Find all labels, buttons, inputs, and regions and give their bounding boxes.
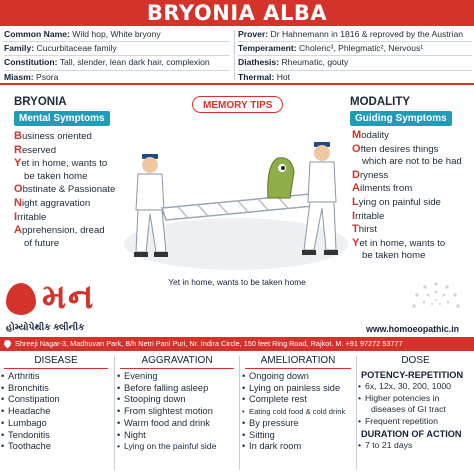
list-item bbox=[352, 237, 462, 251]
list-item: • Night bbox=[116, 430, 238, 442]
list-item: • Frequent repetition bbox=[357, 416, 474, 428]
info-row bbox=[4, 56, 230, 70]
info-row bbox=[4, 28, 230, 42]
info-key: Constitution: bbox=[4, 57, 58, 68]
list-item: • By pressure bbox=[241, 418, 355, 430]
list-item: • Headache bbox=[0, 406, 112, 418]
list-item: • Eating cold food & cold drink bbox=[241, 406, 355, 418]
mnemonic-text: ying on painful side bbox=[358, 196, 441, 208]
list-item bbox=[352, 129, 462, 143]
dose-column bbox=[357, 354, 474, 473]
list-item bbox=[352, 143, 462, 157]
mnemonic-letter: B bbox=[14, 130, 22, 142]
list-item bbox=[352, 223, 462, 237]
list-item bbox=[14, 211, 115, 225]
address-bar bbox=[0, 337, 474, 351]
info-key: Temperament: bbox=[238, 43, 297, 54]
info-key: Common Name: bbox=[4, 29, 70, 39]
duration-heading: DURATION OF ACTION bbox=[361, 428, 462, 439]
aggravation-column bbox=[116, 354, 238, 473]
mnemonic-letter: D bbox=[352, 168, 360, 181]
list-item: • 6x, 12x, 30, 200, 1000 bbox=[357, 381, 474, 393]
info-left bbox=[4, 28, 230, 82]
list-item: • Complete rest bbox=[241, 394, 355, 406]
mnemonic-letter: O bbox=[14, 183, 23, 196]
bottom-section bbox=[0, 354, 474, 473]
list-item: • Lying on painless side bbox=[241, 383, 355, 395]
info-value: Psora bbox=[36, 71, 59, 82]
list-item: • Constipation bbox=[0, 394, 112, 406]
drop-icon bbox=[6, 283, 36, 315]
list-item: • Before falling asleep bbox=[116, 383, 238, 395]
mnemonic-text: et in home, wants to bbox=[21, 158, 108, 170]
info-row bbox=[4, 42, 230, 56]
modality-heading: MODALITY bbox=[350, 96, 411, 108]
disease-column bbox=[0, 354, 112, 473]
list-item: • 7 to 21 days bbox=[357, 440, 474, 452]
info-row bbox=[238, 71, 472, 84]
info-row bbox=[4, 71, 230, 84]
mnemonic-text: be taken home bbox=[362, 250, 426, 262]
dot-circle-icon bbox=[410, 280, 462, 324]
info-value: Choleric³, Phlegmatic², Nervous¹ bbox=[298, 43, 424, 54]
list-item bbox=[352, 182, 462, 196]
list-item bbox=[14, 238, 115, 251]
memory-tips-badge: MEMORY TIPS bbox=[192, 96, 283, 113]
mnemonic-text: ilments from bbox=[359, 183, 413, 195]
logo-wordmark: મન bbox=[42, 277, 96, 317]
mnemonic-letter: R bbox=[14, 143, 22, 156]
mnemonic-text: which are not to be had bbox=[362, 156, 462, 168]
info-row bbox=[238, 56, 472, 70]
list-item: • Sitting bbox=[241, 430, 355, 442]
list-item bbox=[14, 144, 115, 158]
mnemonic-letter: T bbox=[352, 223, 359, 236]
amelioration-column bbox=[241, 354, 355, 473]
info-value: Wild hop, White bryony bbox=[72, 29, 161, 39]
mnemonic-letter: Y bbox=[14, 157, 22, 170]
info-value: Hot bbox=[276, 71, 291, 82]
mnemonic-letter: A bbox=[14, 224, 22, 237]
info-value: Tall, slender, lean dark hair, complexion bbox=[59, 57, 210, 68]
mnemonic-letter: I bbox=[352, 209, 356, 222]
list-item: • Tendonitis bbox=[0, 430, 112, 442]
list-item bbox=[14, 171, 115, 184]
list-item bbox=[352, 250, 462, 263]
mnemonic-text: rritable bbox=[355, 210, 385, 222]
mnemonic-text: ryness bbox=[359, 169, 389, 181]
duration-list bbox=[357, 440, 474, 452]
mental-symptoms-list bbox=[14, 130, 115, 250]
potency-heading: POTENCY-REPETITION bbox=[361, 370, 464, 380]
mnemonic-letter: L bbox=[352, 195, 359, 208]
list-item: • Warm food and drink bbox=[116, 418, 238, 430]
list-item bbox=[352, 156, 462, 169]
list-item: • Stooping down bbox=[116, 394, 238, 406]
guiding-symptoms-list bbox=[352, 129, 462, 263]
info-key: Thermal: bbox=[238, 71, 275, 82]
list-item: • Evening bbox=[116, 371, 238, 383]
list-item: • Toothache bbox=[0, 441, 112, 453]
info-value: Cucurbitaceae family bbox=[36, 43, 117, 54]
mnemonic-text: usiness oriented bbox=[21, 131, 92, 142]
mnemonic-letter: O bbox=[352, 142, 361, 155]
info-key: Miasm: bbox=[4, 71, 34, 82]
disease-list bbox=[0, 371, 112, 453]
column-divider bbox=[239, 356, 240, 470]
list-item bbox=[14, 130, 115, 144]
list-item bbox=[14, 224, 115, 238]
info-key: Diathesis: bbox=[238, 57, 280, 68]
guiding-symptoms-label: Guiding Symptoms bbox=[350, 111, 452, 126]
mnemonic-letter: A bbox=[352, 182, 360, 195]
website-link[interactable]: www.homoeopathic.in bbox=[366, 324, 460, 334]
info-key: Family: bbox=[4, 43, 35, 54]
list-item: • From slightest motion bbox=[116, 406, 238, 418]
column-divider bbox=[114, 356, 115, 470]
mnemonic-letter: I bbox=[14, 210, 18, 223]
address-text: Shreeji Nagar-3, Madhuvan Park, B/h Netri Pani Puri, Nr. Indira Circle, 150 feet Ring Road, Rajkot. M. +91 97272 53777 bbox=[15, 339, 403, 348]
mnemonic-text: pprehension, dread bbox=[21, 225, 105, 237]
dose-heading: DOSE bbox=[401, 355, 430, 366]
mnemonic-text: odality bbox=[361, 130, 389, 141]
aggravation-list bbox=[116, 371, 238, 453]
mnemonic-text: eserved bbox=[21, 144, 57, 156]
mnemonic-text: ften desires things bbox=[360, 143, 439, 155]
list-item: • Bronchitis bbox=[0, 383, 112, 395]
info-key: Prover: bbox=[238, 29, 269, 39]
stretcher-illustration bbox=[118, 112, 354, 272]
illustration-caption: Yet in home, wants to be taken home bbox=[168, 277, 306, 287]
info-right bbox=[238, 28, 472, 82]
potency-list bbox=[357, 381, 474, 428]
clinic-logo bbox=[6, 277, 110, 319]
location-pin-icon bbox=[3, 339, 13, 349]
amelioration-list bbox=[241, 371, 355, 453]
list-item: • Arthritis bbox=[0, 371, 112, 383]
list-item bbox=[352, 196, 462, 210]
mnemonic-text: hirst bbox=[358, 224, 377, 236]
amelioration-heading: AMELIORATION bbox=[245, 354, 351, 369]
page-title: BRYONIA ALBA bbox=[0, 0, 474, 26]
list-item bbox=[352, 210, 462, 224]
mnemonic-letter: N bbox=[14, 196, 22, 209]
patient bbox=[162, 158, 314, 220]
list-item bbox=[14, 183, 115, 197]
mnemonic-letter: M bbox=[352, 129, 362, 141]
list-item: • Lying on the painful side bbox=[116, 441, 238, 453]
mnemonic-text: et in home, wants to bbox=[359, 237, 446, 249]
mnemonic-text: rritable bbox=[17, 211, 47, 223]
mnemonic-text: of future bbox=[24, 237, 60, 249]
list-item: diseases of GI tract bbox=[371, 404, 446, 415]
info-row bbox=[238, 42, 472, 56]
list-item bbox=[14, 157, 115, 171]
mnemonic-text: ight aggravation bbox=[21, 197, 91, 209]
info-value: Rheumatic, gouty bbox=[281, 57, 349, 68]
info-value: Dr Hahnemann in 1816 & reproved by the Austrian bbox=[270, 29, 464, 39]
mnemonic-text: be taken home bbox=[24, 170, 88, 182]
section-rule bbox=[0, 83, 474, 85]
info-row bbox=[238, 28, 472, 42]
bryonia-heading: BRYONIA bbox=[14, 96, 67, 108]
list-item: • Higher potencies in bbox=[357, 393, 474, 405]
list-item: • Lumbago bbox=[0, 418, 112, 430]
list-item bbox=[352, 169, 462, 183]
info-divider bbox=[234, 30, 235, 80]
list-item: • In dark room bbox=[241, 441, 355, 453]
mnemonic-letter: Y bbox=[352, 236, 360, 249]
mental-symptoms-label: Mental Symptoms bbox=[14, 111, 110, 126]
aggravation-heading: AGGRAVATION bbox=[120, 354, 234, 369]
disease-heading: DISEASE bbox=[4, 354, 108, 369]
mnemonic-text: bstinate & Passionate bbox=[22, 184, 116, 196]
list-item: • Ongoing down bbox=[241, 371, 355, 383]
list-item bbox=[14, 197, 115, 211]
clinic-name: હોમ્યોપેથીક ક્લીનીક bbox=[6, 322, 85, 332]
